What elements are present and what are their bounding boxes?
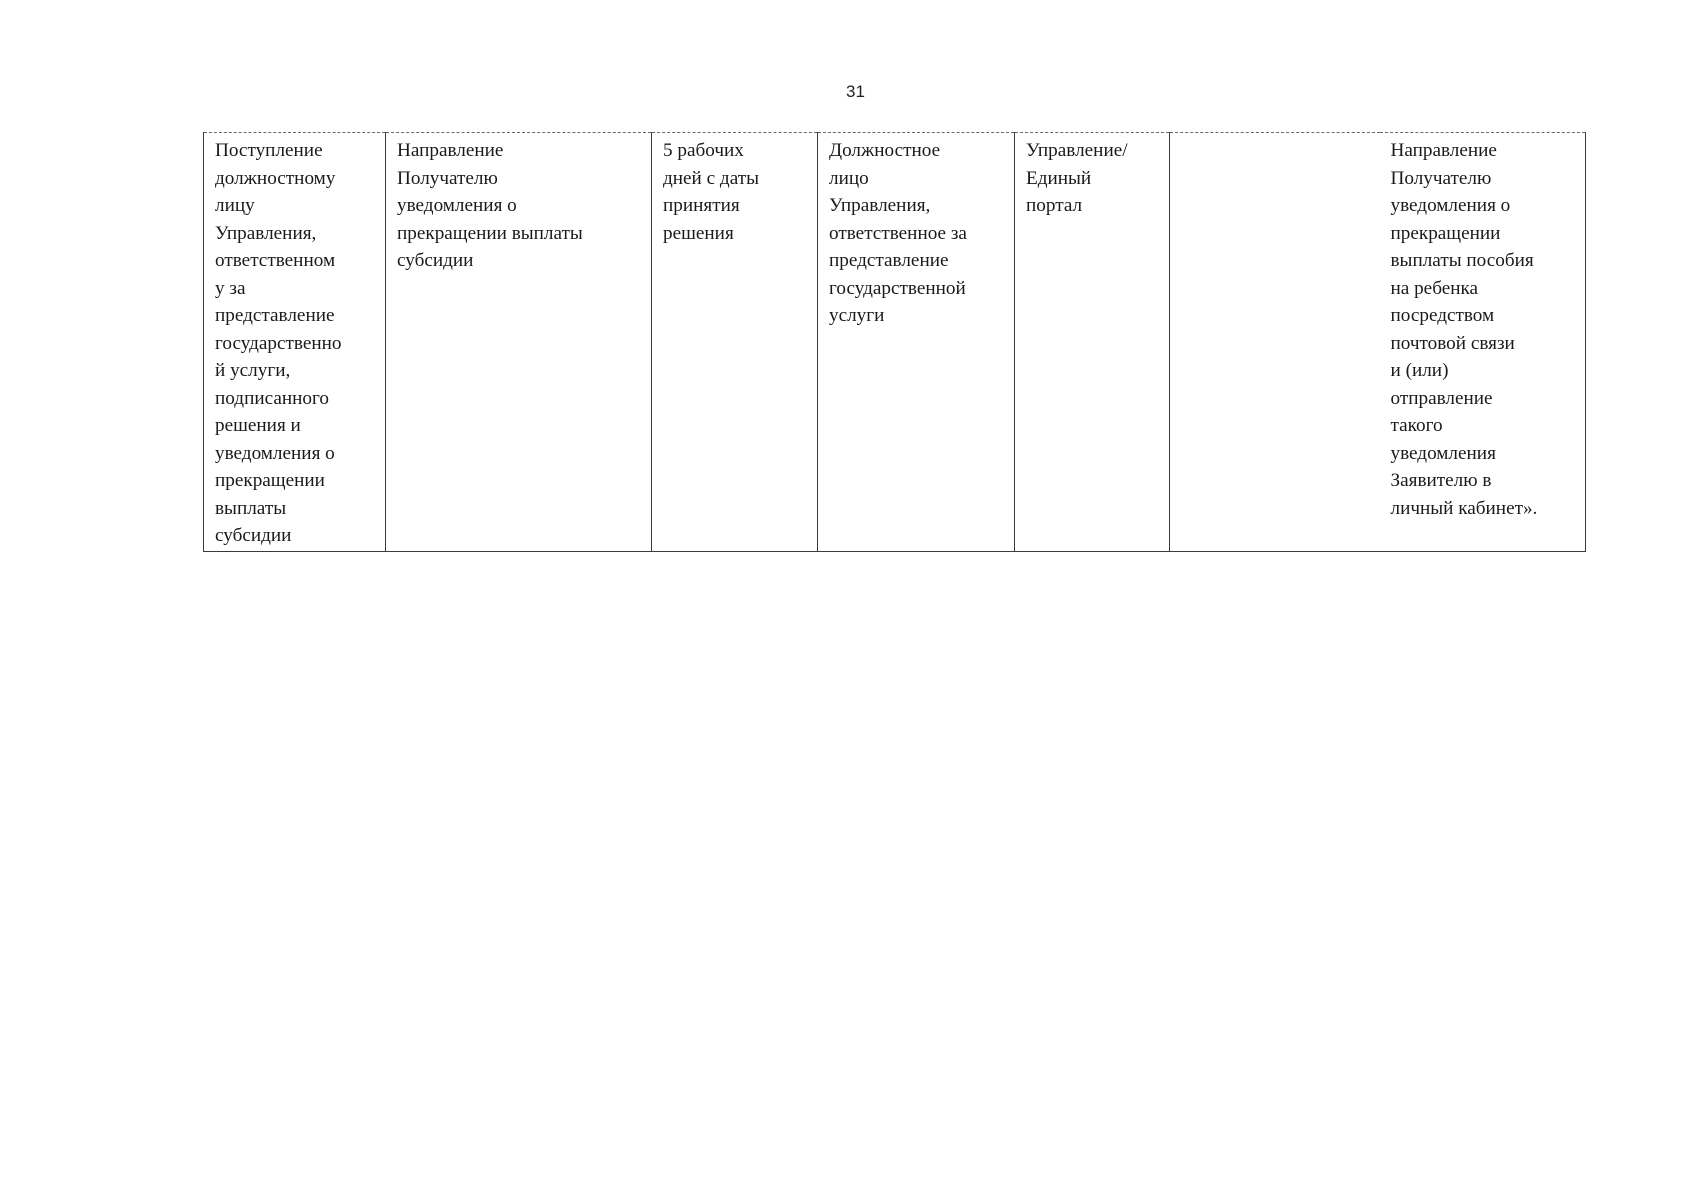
cell-result — [1380, 133, 1586, 552]
cell-line: государственно — [215, 332, 342, 354]
cell-line: должностному — [215, 167, 336, 189]
cell-line: подписанного — [215, 387, 329, 409]
cell-line: почтовой связи — [1390, 332, 1515, 354]
cell-line: посредством — [1390, 305, 1495, 326]
cell-line: выплаты пособия — [1390, 250, 1534, 271]
cell-line: дней с даты — [663, 167, 759, 189]
cell-line: на ребенка — [1390, 277, 1479, 299]
cell-line: Направление — [397, 140, 504, 161]
cell-line: государственной — [829, 277, 966, 299]
cell-line: представление — [829, 250, 949, 271]
cell-line: Управления, — [829, 195, 931, 216]
cell-line: уведомления о — [397, 195, 517, 216]
cell-line: у за — [215, 277, 246, 299]
cell-line: 5 рабочих — [663, 140, 744, 161]
cell-line: ответственном — [215, 250, 336, 271]
cell-line: лицу — [215, 195, 255, 216]
cell-procedure-basis — [204, 133, 386, 552]
cell-line: лицо — [829, 167, 869, 189]
cell-action-content — [386, 133, 652, 552]
cell-line: отправление — [1390, 387, 1493, 409]
cell-deadline — [652, 133, 818, 552]
cell-line: услуги — [829, 305, 885, 326]
cell-line: субсидии — [215, 525, 292, 546]
cell-line: решения и — [215, 415, 301, 436]
procedure-table — [203, 132, 1586, 552]
page-number: 31 — [846, 82, 865, 101]
cell-line: Заявителю в — [1390, 470, 1492, 491]
cell-line: выплаты — [215, 497, 287, 519]
cell-line: Получателю — [397, 167, 498, 189]
cell-line: Управления, — [215, 222, 317, 244]
cell-line: субсидии — [397, 250, 474, 271]
cell-line: и (или) — [1390, 360, 1449, 381]
cell-line: портал — [1026, 195, 1083, 216]
cell-line: Должностное — [829, 140, 941, 161]
cell-line: такого — [1390, 415, 1443, 436]
cell-line: представление — [215, 305, 335, 326]
cell-line: принятия — [663, 195, 740, 216]
cell-decision-criteria — [1170, 133, 1380, 552]
cell-line: уведомления о — [1390, 195, 1511, 216]
cell-responsible-official — [818, 133, 1015, 552]
cell-line: й услуги, — [215, 360, 291, 381]
cell-line: Направление — [1390, 140, 1497, 161]
cell-line: Поступление — [215, 140, 323, 161]
cell-line: Получателю — [1390, 167, 1492, 189]
cell-line: Управление/ — [1026, 140, 1128, 161]
cell-line: личный кабинет». — [1390, 497, 1538, 519]
cell-line: прекращении выплаты — [397, 222, 583, 244]
cell-line: Единый — [1026, 167, 1092, 189]
cell-place-of-action — [1015, 133, 1170, 552]
cell-line: уведомления — [1390, 442, 1496, 464]
cell-line: решения — [663, 222, 734, 244]
cell-line: уведомления о — [215, 442, 335, 464]
cell-line: прекращении — [1390, 222, 1501, 244]
table-row — [204, 133, 1586, 552]
cell-line: прекращении — [215, 470, 325, 491]
cell-line: ответственное за — [829, 222, 967, 244]
